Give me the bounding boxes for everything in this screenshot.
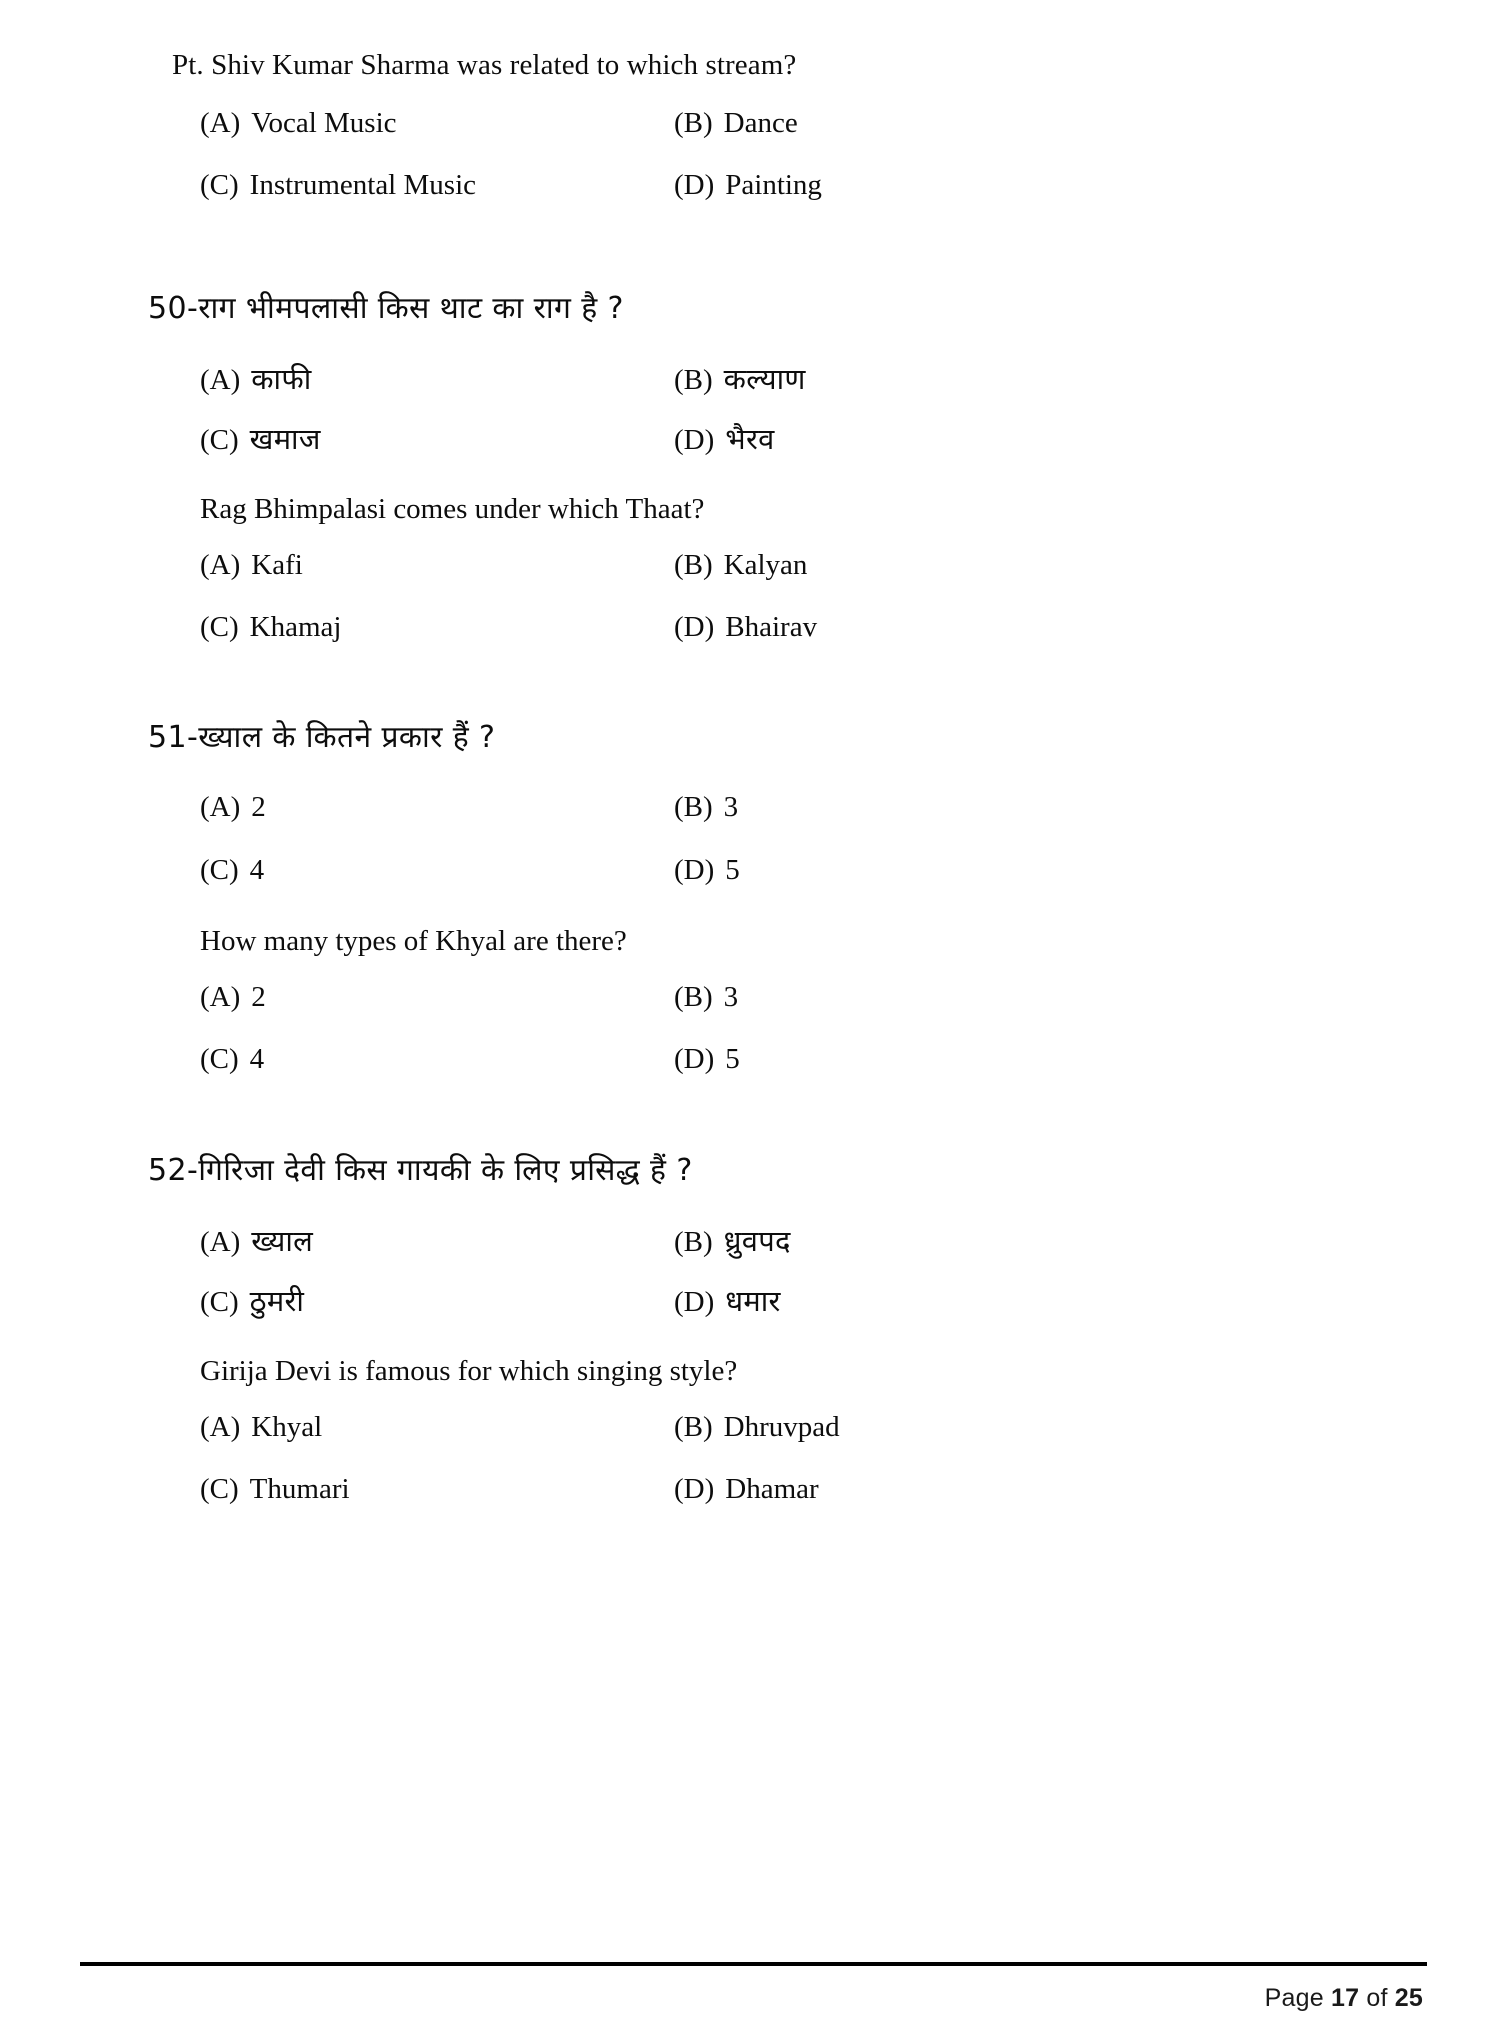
option-52-en-d[interactable]: [674, 1472, 1312, 1507]
option-51-en-d[interactable]: [674, 1042, 1312, 1077]
option-text: Khyal: [251, 1411, 323, 1444]
option-text: काफी: [251, 361, 312, 396]
question-51-hindi-options: [172, 790, 1312, 888]
option-51-hi-d[interactable]: [674, 853, 1312, 888]
option-51-hi-c[interactable]: [200, 853, 674, 888]
option-text: 5: [725, 1042, 740, 1075]
question-50-english-stem: Rag Bhimpalasi comes under which Thaat?: [200, 493, 705, 526]
option-tag: (B): [674, 980, 713, 1013]
option-tag: (C): [200, 611, 239, 644]
question-0-english-options: [172, 106, 1312, 203]
page-number-footer: [1265, 1984, 1423, 2013]
option-tag: (B): [674, 1225, 713, 1258]
footer-middle: of: [1366, 1984, 1388, 2012]
option-tag: (C): [200, 1042, 239, 1075]
option-52-hi-d[interactable]: [674, 1284, 1312, 1320]
option-text: Khamaj: [249, 611, 342, 644]
question-50-english-options: [172, 548, 1312, 645]
question-51-english-stem: How many types of Khyal are there?: [200, 924, 627, 957]
footer-current-page: 17: [1331, 1984, 1360, 2012]
question-0-english-stem: Pt. Shiv Kumar Sharma was related to which stream?: [172, 49, 797, 81]
option-text: भैरव: [725, 421, 775, 456]
option-52-en-b[interactable]: [674, 1410, 1312, 1445]
option-text: 2: [251, 791, 266, 824]
option-50-hi-c[interactable]: [200, 422, 674, 458]
option-row: [200, 790, 1312, 825]
option-52-hi-b[interactable]: [674, 1224, 1312, 1260]
option-row: [200, 1410, 1312, 1445]
option-tag: (D): [674, 423, 715, 456]
option-51-en-c[interactable]: [200, 1042, 674, 1077]
question-51-hindi-stem: 51-ख्याल के कितने प्रकार हैं ?: [148, 719, 496, 755]
question-block-50: [148, 290, 1312, 644]
option-text: खमाज: [249, 421, 321, 456]
option-50-hi-b[interactable]: [674, 362, 1312, 398]
question-block-0: [172, 48, 1312, 202]
option-50-hi-a[interactable]: [200, 362, 674, 398]
option-text: 4: [249, 1042, 265, 1075]
option-tag: (C): [200, 168, 239, 201]
option-text: 3: [723, 980, 739, 1013]
option-tag: (C): [200, 854, 239, 887]
option-tag: (D): [674, 1285, 715, 1318]
option-tag: (D): [674, 168, 715, 201]
option-text: ख्याल: [251, 1223, 314, 1258]
option-text: Kalyan: [723, 549, 808, 582]
option-row: [200, 422, 1312, 458]
option-tag: (D): [674, 1042, 715, 1075]
question-52-english-options: [172, 1410, 1312, 1507]
option-tag: (A): [200, 1225, 241, 1258]
question-52-hindi-stem: 52-गिरिजा देवी किस गायकी के लिए प्रसिद्ध हैं ?: [148, 1153, 693, 1189]
option-text: Vocal Music: [251, 106, 397, 139]
option-row: [200, 1284, 1312, 1320]
option-51-hi-a[interactable]: [200, 790, 674, 825]
option-52-hi-c[interactable]: [200, 1284, 674, 1320]
option-tag: (C): [200, 423, 239, 456]
option-0-en-d[interactable]: [674, 168, 1312, 203]
option-tag: (A): [200, 791, 241, 824]
option-tag: (C): [200, 1473, 239, 1506]
question-51-english-options: [172, 980, 1312, 1077]
option-tag: (A): [200, 549, 241, 582]
option-0-en-c[interactable]: [200, 168, 674, 203]
option-text: Dance: [723, 106, 798, 139]
option-50-hi-d[interactable]: [674, 422, 1312, 458]
question-block-51: [148, 719, 1312, 1076]
option-row: [200, 1042, 1312, 1077]
option-row: [200, 548, 1312, 583]
question-50-hindi-stem: 50-राग भीमपलासी किस थाट का राग है ?: [148, 291, 624, 327]
option-51-en-a[interactable]: [200, 980, 674, 1015]
option-tag: (C): [200, 1285, 239, 1318]
option-0-en-a[interactable]: [200, 106, 674, 141]
footer-prefix: Page: [1264, 1984, 1324, 2012]
option-tag: (B): [674, 791, 713, 824]
option-tag: (B): [674, 549, 713, 582]
option-text: ठुमरी: [249, 1283, 305, 1318]
option-row: [200, 980, 1312, 1015]
option-tag: (D): [674, 854, 715, 887]
option-50-en-b[interactable]: [674, 548, 1312, 583]
option-text: 3: [723, 791, 739, 824]
option-text: Dhruvpad: [723, 1411, 840, 1444]
option-row: [200, 168, 1312, 203]
option-52-en-c[interactable]: [200, 1472, 674, 1507]
option-52-hi-a[interactable]: [200, 1224, 674, 1260]
option-text: ध्रुवपद: [723, 1223, 791, 1258]
option-tag: (D): [674, 1473, 715, 1506]
question-50-hindi-options: [172, 362, 1312, 458]
option-50-en-c[interactable]: [200, 610, 674, 645]
option-text: धमार: [725, 1283, 781, 1318]
option-text: Bhairav: [725, 611, 818, 644]
question-52-english-stem: Girija Devi is famous for which singing style?: [200, 1355, 738, 1388]
page-content: [148, 48, 1312, 1507]
option-tag: (B): [674, 106, 713, 139]
option-text: 2: [251, 980, 266, 1013]
option-tag: (D): [674, 611, 715, 644]
option-row: [200, 610, 1312, 645]
footer-divider: [80, 1962, 1427, 1966]
option-row: [200, 106, 1312, 141]
option-text: 5: [725, 854, 740, 887]
footer-total-pages: 25: [1394, 1984, 1423, 2012]
option-tag: (A): [200, 363, 241, 396]
option-text: Dhamar: [725, 1473, 819, 1506]
option-tag: (A): [200, 1411, 241, 1444]
option-row: [200, 1224, 1312, 1260]
option-tag: (A): [200, 980, 241, 1013]
option-text: Instrumental Music: [249, 168, 476, 201]
question-block-52: [148, 1152, 1312, 1506]
option-text: 4: [249, 854, 265, 887]
option-text: Thumari: [249, 1473, 350, 1506]
option-row: [200, 853, 1312, 888]
question-52-hindi-options: [172, 1224, 1312, 1320]
option-text: कल्याण: [723, 361, 806, 396]
option-0-en-b[interactable]: [674, 106, 1312, 141]
option-50-en-d[interactable]: [674, 610, 1312, 645]
option-51-hi-b[interactable]: [674, 790, 1312, 825]
option-row: [200, 362, 1312, 398]
option-row: [200, 1472, 1312, 1507]
option-text: Painting: [725, 168, 822, 201]
option-text: Kafi: [251, 549, 303, 582]
option-tag: (B): [674, 1411, 713, 1444]
option-52-en-a[interactable]: [200, 1410, 674, 1445]
option-tag: (B): [674, 363, 713, 396]
option-50-en-a[interactable]: [200, 548, 674, 583]
option-51-en-b[interactable]: [674, 980, 1312, 1015]
option-tag: (A): [200, 106, 241, 139]
